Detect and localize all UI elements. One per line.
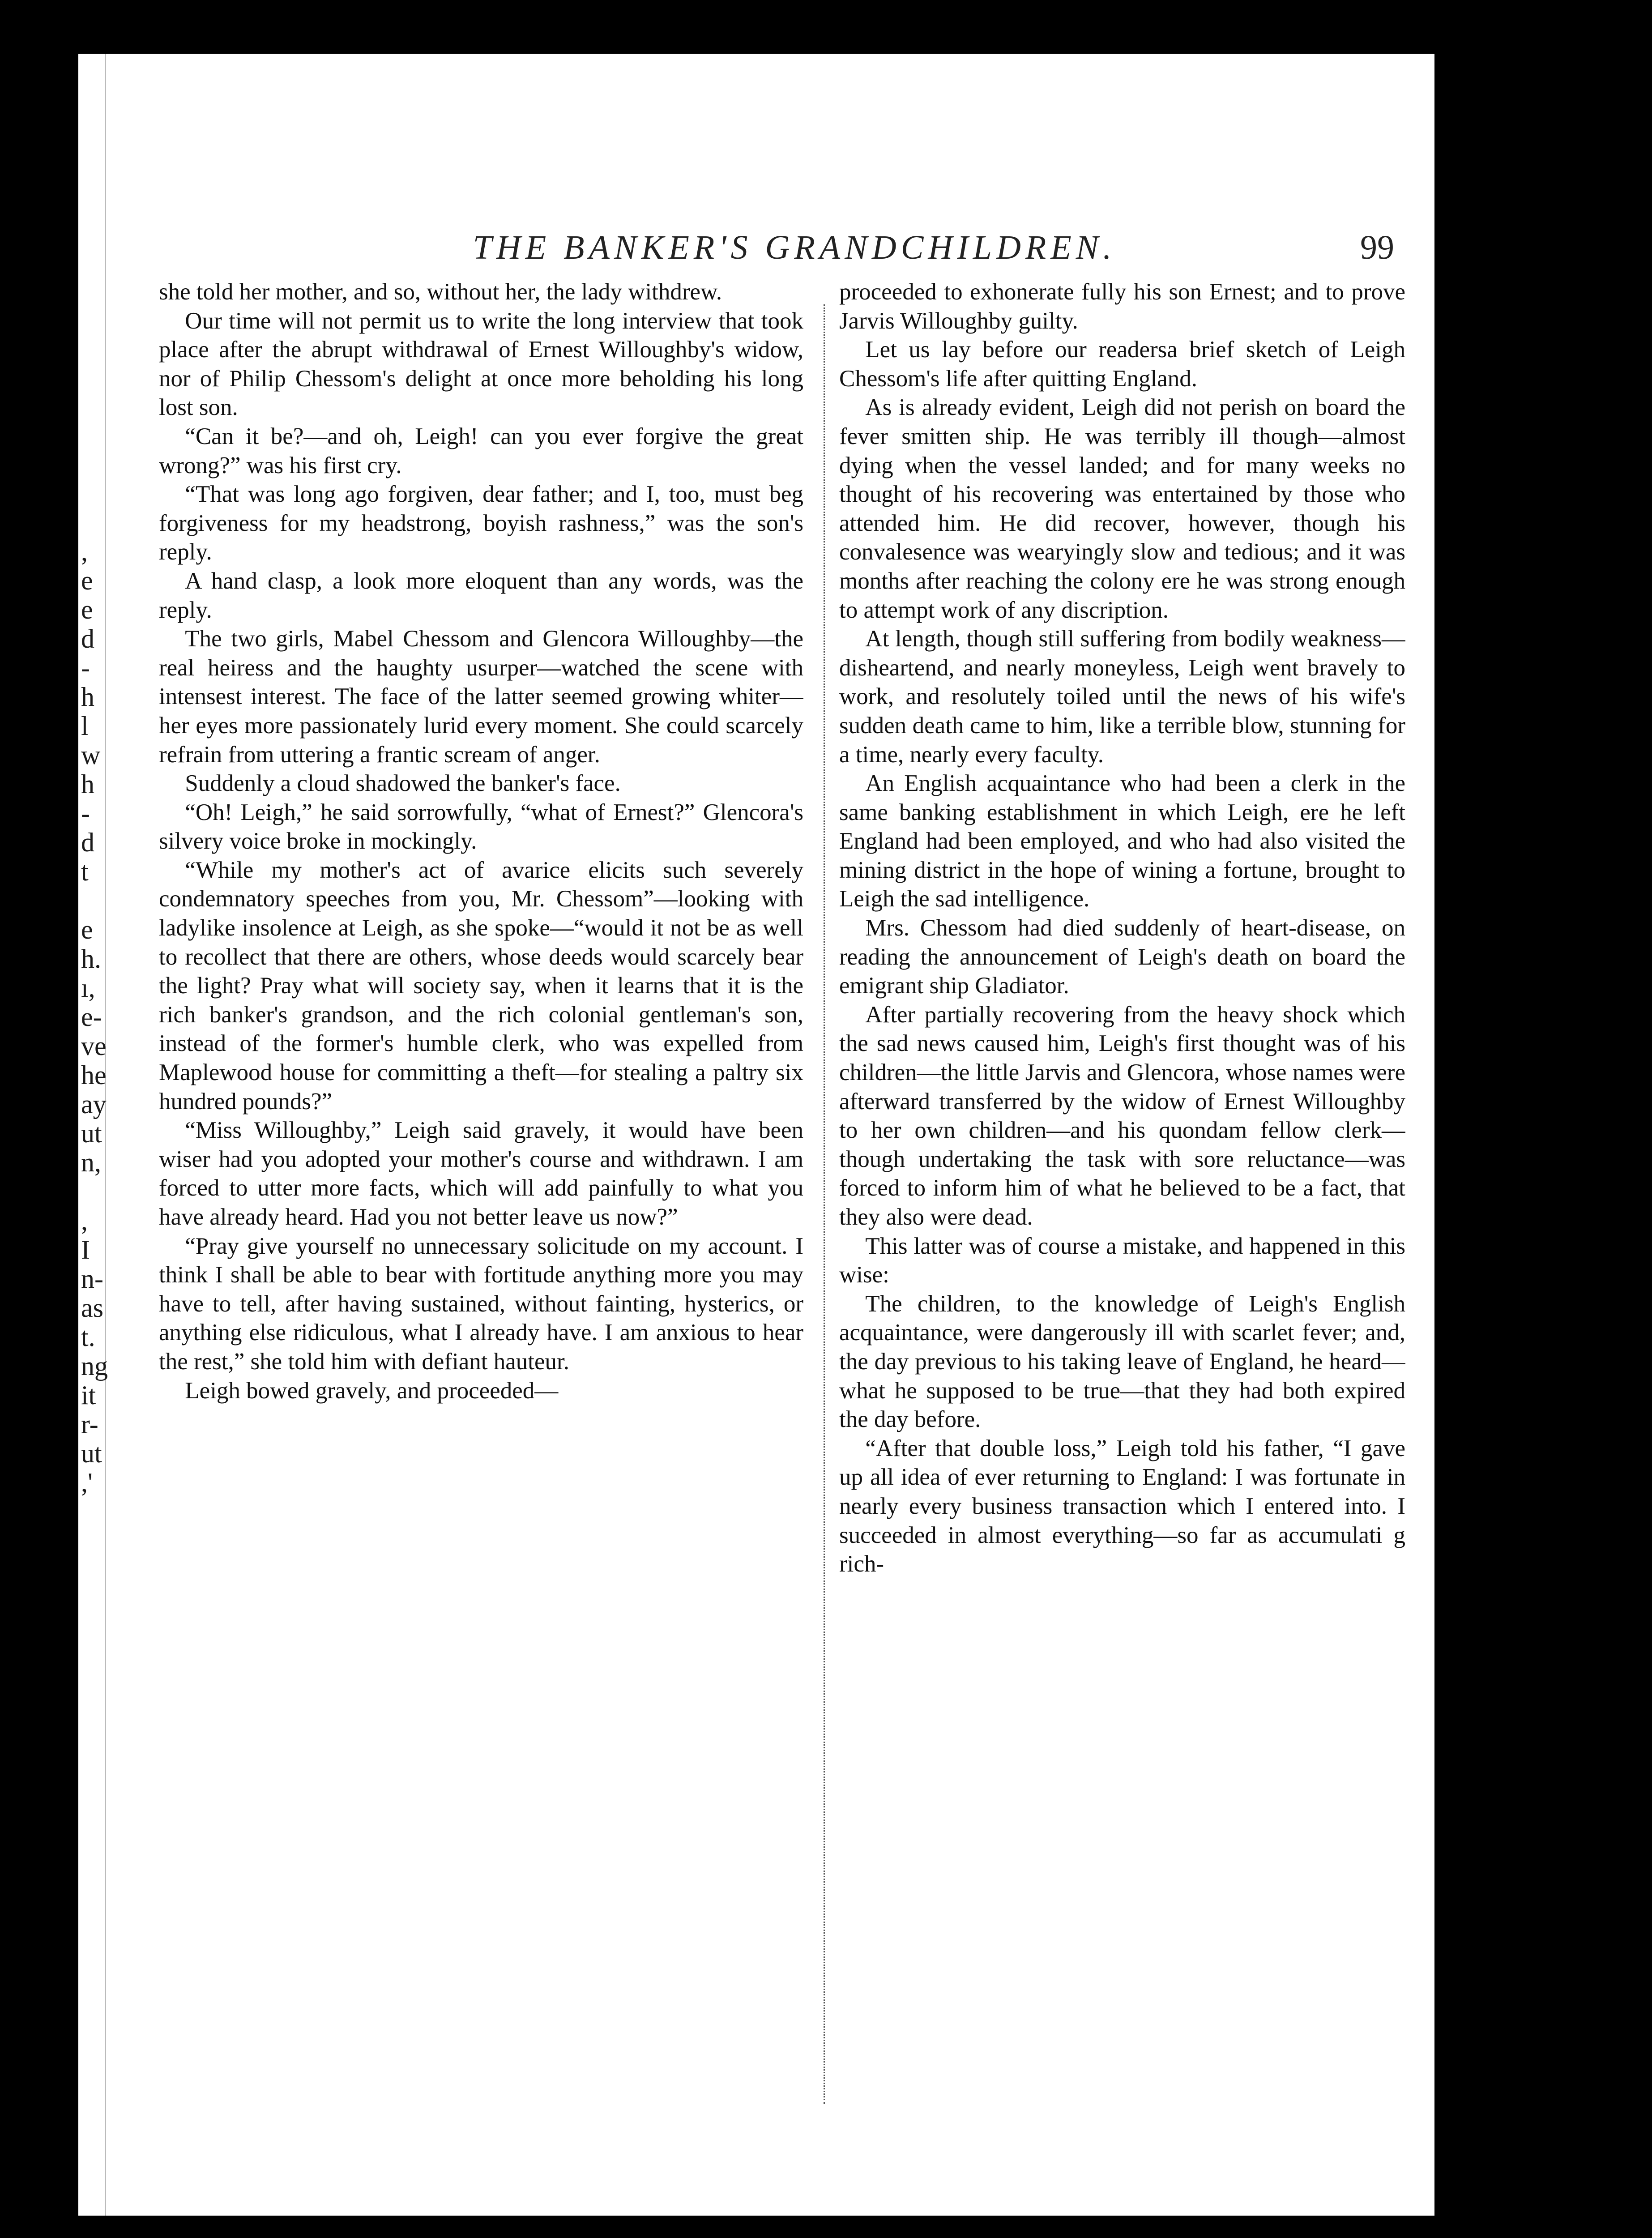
paragraph: “That was long ago forgiven, dear father; and I, too, must beg forgiveness for my headstrong, boyish rashness,” was the son's reply.: [159, 481, 803, 565]
left-column: [159, 278, 803, 2157]
paragraph: An English acquaintance who had been a clerk in the same banking establishment in which Leigh, ere he left England had been employed, and who had also visited the mining district in the hope of wining a fortune, brought to Leigh the sad intelligence.: [839, 770, 1405, 912]
right-column: [839, 278, 1405, 2157]
paragraph: Our time will not permit us to write the long interview that took place after the abrupt withdrawal of Ernest Willoughby's widow, nor of Philip Chessom's delight at once more beholding his long lost son.: [159, 308, 803, 421]
margin-fragment: [81, 886, 108, 915]
column-rule: [824, 304, 825, 2104]
paragraph: Let us lay before our readersa brief sketch of Leigh Chessom's life after quitting England.: [839, 337, 1405, 392]
margin-fragment: r-: [81, 1410, 98, 1439]
margin-fragment: ng: [81, 1352, 108, 1381]
margin-fragment: w: [81, 741, 101, 770]
margin-fragment: as: [81, 1294, 103, 1323]
paragraph: “Can it be?—and oh, Leigh! can you ever forgive the great wrong?” was his first cry.: [159, 423, 803, 478]
margin-fragment: t.: [81, 1323, 95, 1352]
paragraph: Leigh bowed gravely, and proceeded—: [185, 1377, 559, 1404]
paragraph: Mrs. Chessom had died suddenly of heart-disease, on reading the announcement of Leigh's death on board the emigrant ship Gladiator.: [839, 915, 1405, 999]
paragraph: At length, though still suffering from bodily weakness—disheartend, and nearly moneyless, Leigh went bravely to work, and resolutely toiled until the news of his wife's sudden death came to him, like a terrible blow, stunning for a time, nearly every faculty.: [839, 626, 1405, 768]
margin-fragment: ı,: [81, 974, 95, 1003]
margin-fragment: I: [81, 1235, 90, 1264]
paragraph: A hand clasp, a look more eloquent than any words, was the reply.: [159, 568, 803, 623]
margin-fragment: e-: [81, 1003, 102, 1032]
paragraph: “After that double loss,” Leigh told his father, “I gave up all idea of ever returning to England: I was fortunate in nearly every business transaction which I entered into. I succeeded in almost everything—so far as accumulati g rich-: [839, 1435, 1405, 1577]
margin-fragment: -: [81, 653, 90, 683]
facing-page-edge: [78, 54, 106, 2216]
running-head: [392, 228, 1421, 278]
page-number: 99: [1360, 229, 1394, 266]
margin-fragment: h: [81, 683, 94, 712]
margin-fragment: ve: [81, 1032, 107, 1061]
paragraph: she told her mother, and so, without her, the lady withdrew.: [159, 279, 722, 305]
paragraph: “Miss Willoughby,” Leigh said gravely, it would have been wiser had you adopted your mother's course and withdrawn. I am forced to utter more facts, which will add painfully to what you have already heard. Had you not better leave us now?”: [159, 1117, 803, 1230]
paragraph: “Oh! Leigh,” he said sorrowfully, “what of Ernest?” Glencora's silvery voice broke in mockingly.: [159, 799, 803, 854]
margin-fragment: h.: [81, 944, 101, 974]
margin-fragment: h: [81, 770, 94, 799]
book-page: [78, 54, 1434, 2216]
paragraph: As is already evident, Leigh did not perish on board the fever smitten ship. He was terribly ill though—almost dying when the vessel landed; and for many weeks no thought of his recovering was entertained by those who attended him. He did recover, however, though his convalesence was wearyingly slow and tedious; and it was months after reaching the colony ere he was strong enough to attempt work of any discription.: [839, 394, 1405, 623]
facing-page-fragments: [81, 537, 108, 1497]
margin-fragment: n-: [81, 1264, 103, 1294]
margin-fragment: [81, 1177, 108, 1206]
margin-fragment: d: [81, 828, 94, 857]
margin-fragment: e: [81, 595, 93, 624]
running-title: THE BANKER'S GRANDCHILDREN.: [473, 229, 1116, 266]
margin-fragment: d: [81, 624, 94, 653]
margin-fragment: ut: [81, 1119, 102, 1148]
margin-fragment: l: [81, 712, 89, 741]
paragraph: After partially recovering from the heavy shock which the sad news caused him, Leigh's first thought was of his children—the little Jarvis and Glencora, whose names were afterward transferred by the widow of Ernest Willoughby to her own children—and his quondam fellow clerk—though undertaking the task with sore reluctance—was forced to inform him of what he believed to be a fact, that they also were dead.: [839, 1001, 1405, 1230]
paragraph: Suddenly a cloud shadowed the banker's face.: [185, 770, 621, 797]
paragraph: The children, to the knowledge of Leigh's English acquaintance, were dangerously ill with scarlet fever; and, the day previous to his taking leave of England, he heard—what he supposed to be true—that they had both expired the day before.: [839, 1290, 1405, 1433]
margin-fragment: ,': [81, 1468, 93, 1497]
paragraph: proceeded to exhonerate fully his son Ernest; and to prove Jarvis Willoughby guilty.: [839, 279, 1405, 334]
margin-fragment: ,: [81, 537, 88, 566]
margin-fragment: -: [81, 799, 90, 828]
paragraph: This latter was of course a mistake, and happened in this wise:: [839, 1233, 1405, 1288]
paragraph: The two girls, Mabel Chessom and Glencora Willoughby—the real heiress and the haughty usurper—watched the scene with intensest interest. The face of the latter seemed growing whiter—her eyes more passionately lurid every moment. She could scarcely refrain from uttering a frantic scream of anger.: [159, 626, 803, 768]
margin-fragment: t: [81, 857, 89, 886]
paragraph: “Pray give yourself no unnecessary solicitude on my account. I think I shall be able to bear with fortitude anything more you may have to tell, after having sustained, without fainting, hysterics, or anything else ridiculous, what I already have. I am anxious to hear the rest,” she told him with defiant hauteur.: [159, 1233, 803, 1375]
margin-fragment: he: [81, 1061, 107, 1090]
margin-fragment: ,: [81, 1206, 88, 1235]
margin-fragment: e: [81, 915, 93, 944]
margin-fragment: ut: [81, 1439, 102, 1468]
margin-fragment: it: [81, 1381, 96, 1410]
margin-fragment: n,: [81, 1148, 101, 1177]
margin-fragment: e: [81, 566, 93, 595]
margin-fragment: ay: [81, 1090, 107, 1119]
paragraph: “While my mother's act of avarice elicits such severely condemnatory speeches from you, Mr. Chessom”—looking with ladylike insolence at Leigh, as she spoke—“would it not be as well to recollect that there are others, whose deeds would scarcely bear the light? Pray what will society say, when it learns that it is the rich banker's grandson, and the rich colonial gentleman's son, instead of the former's humble clerk, who was expelled from Maplewood house for committing a theft—for stealing a paltry six hundred pounds?”: [159, 857, 803, 1115]
